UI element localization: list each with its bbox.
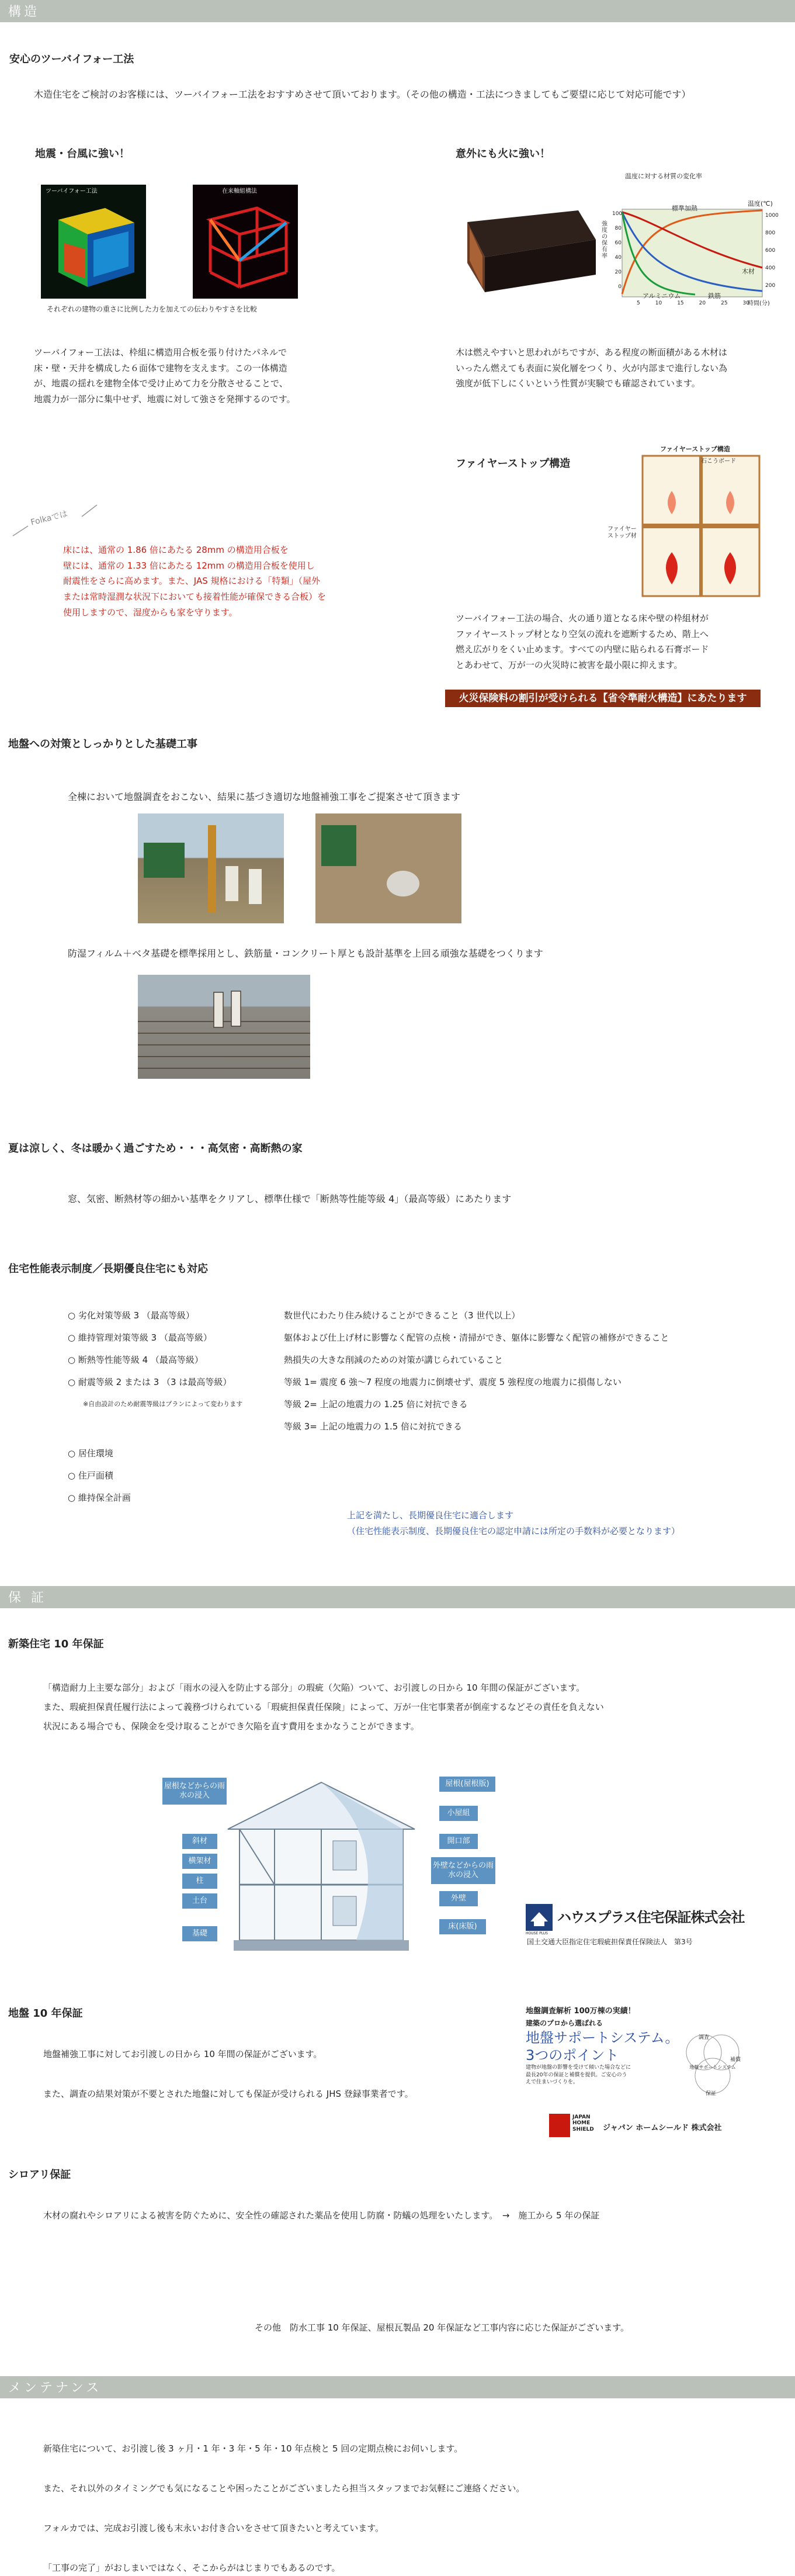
twobyfour-intro: 木造住宅をご検討のお客様には、ツーバイフォー工法をおすすめさせて頂いております。（その他の構造・工法につきましてもご要望に応じて対応可能です） (34, 89, 691, 100)
section-bar-maintenance (0, 2376, 795, 2398)
houseplus-logo-icon (526, 1904, 553, 1931)
fire-body: 木は燃えやすいと思われがちですが、ある程度の断面積がある木材は いったん燃えても表面に炭化層をつくり、火が内部まで進行しない為 強度が低下しにくいという性質が実験でも確認されています。 (456, 347, 728, 389)
warranty10-body: 「構造耐力上主要な部分」および「雨水の浸入を防止する部分」の瑕疵（欠陥）ついて、お引渡しの日から 10 年間の保証がございます。 また、瑕疵担保責任履行法によって義務づけられている「瑕疵担保責任保険」によって、万が一住宅事業者が倒産するなどその責任を負えない 状況にある場合でも、保険金を受け取ることができ欠陥を直す費用をまかなうことができます。 (43, 1682, 604, 1732)
firestop-heading: ファイヤーストップ構造 (456, 458, 571, 470)
other-warranty: その他 防水工事 10 年保証、屋根瓦製品 20 年保証など工事内容に応じた保証がございます。 (255, 2322, 630, 2333)
label-opening: 開口部 (439, 1834, 478, 1849)
label-roof: 屋根(屋根版) (439, 1777, 495, 1792)
insulation-title: 夏は涼しく、冬は暖かく過ごすため・・・高気密・高断熱の家 (8, 1142, 303, 1155)
ad-circle-compensation: 補償 (730, 2057, 741, 2063)
performance-title: 住宅性能表示制度／長期優良住宅にも対応 (8, 1263, 208, 1275)
ground-survey-photo-2 (315, 813, 461, 923)
curve-standard: 標準加熱 (672, 205, 697, 212)
foundation-line2: 防湿フィルム＋ベタ基礎を標準採用とし、鉄筋量・コンクリート厚とも設計基準を上回る頑強な基礎をつくります (68, 948, 543, 959)
graph-xlabel: 時間(分) (748, 300, 770, 307)
twobyfour-title: 安心のツーバイフォー工法 (9, 53, 134, 65)
maintenance-body: 新築住宅について、お引渡し後 3 ヶ月・1 年・3 年・5 年・10 年点検と 5 回の定期点検にお伺いします。 また、それ以外のタイミングでも気になることや困ったことがございましたら担当スタッフまでお気軽にご連絡ください。 フォルカでは、完成お引渡し後も末永いお付き合いをさせて頂きたいと考えています。 「工事の完了」がおしまいではなく、そこからがはじまりでもあるのです。 (43, 2443, 525, 2573)
insulation-line: 窓、気密、断熱材等の細かい基準をクリアし、標準仕様で「断熱等性能等級 4」（最高等級）にあたります (68, 1193, 512, 1204)
curve-steel: 鉄筋 (708, 292, 721, 300)
section-title: 保 証 (8, 1591, 47, 1605)
img1-label: ツーバイフォー工法 (46, 188, 98, 195)
graph-left-ticks: 100 80 60 40 20 0 (612, 211, 623, 290)
ad-circle-system: 地盤サポートシステム (689, 2065, 736, 2070)
jhs-logo-text: JAPAN HOME SHIELD (572, 2114, 594, 2132)
earthquake-heading: 地震・台風に強い！ (35, 148, 130, 160)
label-pillar: 柱 (182, 1874, 217, 1889)
jhs-name: ジャパン ホームシールド 株式会社 (603, 2124, 722, 2132)
ground10-line1: 地盤補強工事に対してお引渡しの日から 10 年間の保証がございます。 (43, 2049, 322, 2059)
label-attic: 小屋組 (439, 1806, 478, 1821)
jhs-logo-icon (549, 2114, 570, 2137)
performance-items: ○ 劣化対策等級 3 （最高等級） ○ 維持管理対策等級 3 （最高等級） ○ 断熱等性能等級 4 （最高等級） ○ 耐震等級 2 または 3 （3 は最高等級） (68, 1310, 232, 1387)
houseplus-name: ハウスプラス住宅保証株式会社 (557, 1909, 745, 1926)
label-floor: 床(床版) (439, 1919, 486, 1934)
graph-right-ticks: 1000 800 600 400 200 (765, 213, 779, 289)
performance-items2: ○ 居住環境 ○ 住戸面積 ○ 維持保全計画 (68, 1448, 131, 1503)
earthquake-body: ツーバイフォー工法は、枠組に構造用合板を張り付けたパネルで 床・壁・天井を構成した６面体で建物を支えます。この一体構造 が、地震の揺れを建物全体で受け止めて力を分散させることで、 地震力が一部分に集中せず、地震に対して強さを発揮するのです。 (34, 347, 296, 405)
performance-note: ※自由設計のため耐震等級はプランによって変わります (83, 1400, 243, 1408)
label-diagonal: 斜材 (182, 1834, 217, 1849)
firestop-body: ツーバイフォー工法の場合、火の通り道となる床や壁の枠組材が ファイヤーストップ材となり空気の流れを遮断するため、階上へ 燃え広がりをくい止めます。すべての内壁に貼られる石膏ボード とあわせて、万が一の火災時に被害を最小限に抑えます。 (456, 613, 709, 671)
graph-title: 温度に対する材質の変化率 (625, 172, 702, 180)
termite-title: シロアリ保証 (8, 2169, 71, 2181)
diagram-label-board: 石こうボード (701, 458, 736, 465)
graph-x-ticks: 5 10 15 20 25 30 (637, 300, 749, 306)
jhs-ad: 地盤調査解析 100万棟の実績！ 建築のプロから選ばれる 地盤サポートシステム。 3つのポイント 建物が地盤の影響を受けて傾いた場合などに最長20年の保証と補償を提供。ご安心のうえで住まいづくりを。 調査 補償 地盤サポートシステム 保証 JAPAN HOME SHIELD ジャパン ホームシールド 株式会社 (526, 2006, 771, 2146)
charred-wood-image (461, 205, 602, 298)
houseplus-sub: 国土交通大臣指定住宅瑕疵担保責任保険法人 第3号 (527, 1938, 693, 1946)
fire-insurance-banner: 火災保険料の割引が受けられる【省令準耐火構造】にあたります (445, 690, 761, 707)
folka-tag: Folkaでは (12, 504, 99, 539)
houseplus-logo-text: HOUSE PLUS (526, 1931, 548, 1936)
simulation-image-conventional (193, 185, 298, 299)
diagram-title: ファイヤーストップ構造 (660, 445, 730, 453)
ground10-line2: また、調査の結果対策が不要とされた地盤に対しても保証が受けられる JHS 登録事業者です。 (43, 2089, 414, 2099)
ground-survey-photo-1 (138, 813, 284, 923)
foundation-title: 地盤への対策としっかりとした基礎工事 (8, 738, 197, 750)
firestop-diagram (637, 444, 765, 602)
img2-label: 在来軸組構法 (222, 188, 257, 195)
warranty10-title: 新築住宅 10 年保証 (8, 1638, 104, 1650)
curve-wood: 木材 (742, 268, 755, 275)
label-foundation: 基礎 (182, 1926, 217, 1941)
simulation-image-2x4 (41, 185, 146, 299)
performance-desc: 数世代にわたり住み続けることができること（3 世代以上） 躯体および仕上げ材に影響なく配管の点検・清掃ができ、躯体に影響なく配管の補修ができること 熱損失の大きな削減のための対策が講じられていること 等級 1= 震度 6 強〜7 程度の地震力に倒壊せず、震度 5 強程度の地震力に損傷しない 等級 2= 上記の地震力の 1.25 倍に対抗できる 等級 3= 上記の地震力の 1.5 倍に対抗できる (284, 1310, 669, 1432)
ad-circle-survey: 調査 (699, 2035, 710, 2041)
curve-aluminum: アルミニウム (643, 292, 681, 300)
foundation-rebar-photo (138, 975, 310, 1079)
ground10-title: 地盤 10 年保証 (8, 2007, 83, 2020)
label-beam: 横架材 (182, 1854, 217, 1869)
section-bar-structure (0, 0, 795, 22)
foundation-line1: 全棟において地盤調査をおこない、結果に基づき適切な地盤補強工事をご提案させて頂きます (68, 791, 461, 802)
label-roof-water: 屋根などからの雨水の浸入 (162, 1778, 227, 1805)
graph-ylabel: 強度の保有率 (602, 221, 607, 259)
ad-circle-guarantee: 保証 (706, 2091, 717, 2097)
folka-points: 床には、通常の 1.86 倍にあたる 28mm の構造用合板を 壁には、通常の 1.33 倍にあたる 12mm の構造用合板を使用し 耐震性をさらに高めます。また、JAS 規格における「特類」（屋外 または常時湿潤な状況下においても接着性能が確保できる合板）を 使用しますので、湿度からも家を守ります。 (63, 545, 327, 618)
termite-line: 木材の腐れやシロアリによる被害を防ぐために、安全性の確認された薬品を使用し防腐・防蟻の処理をいたします。 → 施工から 5 年の保証 (43, 2210, 600, 2221)
fire-heading: 意外にも火に強い！ (456, 148, 550, 160)
long-term-compliance: 上記を満たし、長期優良住宅に適合します （住宅性能表示制度、長期優良住宅の認定申請には所定の手数料が必要となります） (347, 1510, 681, 1536)
section-title: 構造 (8, 5, 40, 19)
label-wall: 外壁 (439, 1891, 478, 1906)
label-wall-water: 外壁などからの雨水の浸入 (431, 1857, 495, 1884)
section-title: メンテナンス (8, 2381, 102, 2395)
diagram-label-firestop: ファイヤーストップ材 (607, 526, 637, 539)
label-base: 土台 (182, 1893, 217, 1909)
section-bar-guarantee (0, 1586, 795, 1608)
simulation-caption: それぞれの建物の重さに比例した力を加えての伝わりやすさを比較 (47, 305, 258, 313)
temperature-graph (602, 186, 789, 320)
graph-y2label: 温度(℃) (748, 200, 773, 207)
